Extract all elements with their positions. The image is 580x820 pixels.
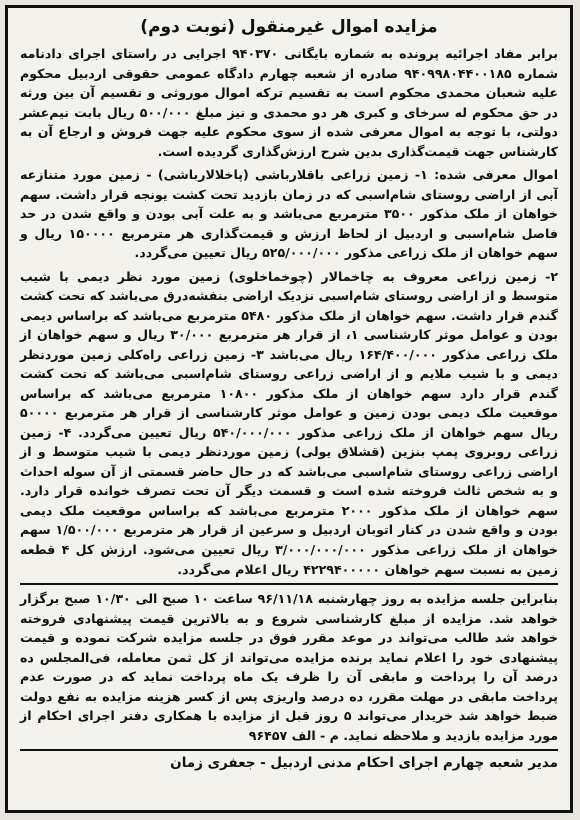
divider-bottom bbox=[20, 749, 558, 751]
notice-signature: مدیر شعبه چهارم اجرای احکام مدنی اردبیل - جعفری زمان bbox=[170, 755, 558, 772]
notice-paragraph-properties-2-4: ۲- زمین زراعی معروف به چاخمالار (چوخماخلوی) زمین مورد نظر دیمی با شیب متوسط و از اراضی روستای شام‌اسبی نزدیک اراضی بنفشه‌درق می‌باشد که تحت کشت گندم قرار داشت. سهم خواهان از ملک مذکور ۵۴۸۰ مترمربع می‌باشد که براساس دیمی بودن و عوامل موثر کارشناسی ۱، از قرار هر مترمربع ۳۰/۰۰۰ ریال و سهم خواهان از ملک زراعی مذکور ۱۶۴/۴۰۰/۰۰۰ ریال می‌باشد ۳- زمین زراعی راه‌کلی زمین موردنظر دیمی و با شیب ملایم و از اراضی زراعی روستای شام‌اسبی می‌باشد که تحت کشت گندم قرار دارد سهم خواهان از ملک مذکور ۱۰۸۰۰ مترمربع می‌باشد که براساس موقعیت ملک دیمی بودن زمین و عوامل موثر کارشناسی از قرار هر مترمربع ۵۰۰۰۰ ریال سهم خواهان از ملک زراعی مذکور ۵۴۰/۰۰۰/۰۰۰ ریال تعیین می‌گردد. ۴- زمین زراعی روبروی پمپ بنزین (قشلاق یولی) زمین موردنظر دیمی با شیب متوسط و از اراضی زراعی روستای شام‌اسبی می‌باشد که در حال حاضر قسمتی از آن سوله احداث و به شخص ثالث فروخته شده است و قسمت دیگر آن تحت تصرف خوانده قرار دارد. سهم خواهان از ملک مذکور ۲۰۰۰ مترمربع می‌باشد که براساس موقعیت ملک دیمی بودن و واقع شدن در کنار اتوبان اردبیل و سرعین از قرار هر مترمربع ۱/۵۰۰/۰۰۰ سهم خواهان از ملک زراعی مذکور ۳/۰۰۰/۰۰۰/۰۰۰ ریال تعیین می‌شود. ارزش کل ۴ قطعه زمین به نسبت سهم خواهان ۴۲۲۹۴۰۰۰۰۰ ریال اعلام می‌گردد. bbox=[20, 268, 559, 577]
notice-paragraph-auction-terms: بنابراین جلسه مزایده به روز چهارشنبه ۹۶/۱۱/۱۸ ساعت ۱۰ صبح الی ۱۰/۳۰ صبح برگزار خواهد شد. مزایده از مبلغ کارشناسی شروع و به بالاترین قیمت پیشنهادی فروخته خواهد شد طالب می‌تواند در موعد مقرر فوق در جلسه مزایده شرکت نموده و قیمت پیشنهادی خود را اعلام نماید برنده مزایده می‌تواند از کل ثمن معامله، فی‌المجلس ده درصد آن را پرداخت و مابقی آن را ظرف یک ماه پرداخت نماید که در صورت عدم پرداخت مابقی در مهلت مقرر، ده درصد واریزی پس از کسر هزینه مزایده به نفع دولت ضبط خواهد شد خریدار می‌تواند ۵ روز قبل از مزایده با همکاری دفتر اجرای احکام از مورد مزایده بازدید و ملاحظه نماید. م - الف ۹۶۴۵۷ bbox=[20, 591, 558, 743]
auction-notice bbox=[5, 5, 573, 813]
notice-title: مزایده اموال غیرمنقول (نوبت دوم) bbox=[140, 17, 438, 37]
notice-paragraph-property-1: اموال معرفی شده: ۱- زمین زراعی باقلارباشی (پاخلالارباشی) - زمین مورد متنازعه آبی از اراضی روستای شام‌اسبی که در زمان بازدید تحت کشت یونجه قرار داشت. سهم خواهان از ملک مذکور ۳۵۰۰ مترمربع می‌باشد و به علت آبی بودن و واقع شدن در حد فاصل شام‌اسبی و اردبیل از لحاظ ارزش و قیمت‌گذاری هر مترمربع ۱۵۰۰۰۰ ریال و سهم خواهان از ملک زراعی مذکور ۵۲۵/۰۰۰/۰۰۰ ریال تعیین می‌گردد. bbox=[20, 167, 559, 261]
notice-paragraph-intro: برابر مفاد اجرائیه پرونده به شماره بایگانی ۹۴۰۳۷۰ اجرایی در راستای اجرای دادنامه شماره ۹۴۰۹۹۸۰۴۴۰۰۱۸۵ صادره از شعبه چهارم دادگاه عمومی حقوقی اردبیل محکوم علیه شعبان محمدی محکوم است به تقسیم ترکه اموال موروثی و تقسیم آن بین ورثه در حق محکوم له سرخای و کبری هر دو محمدی و نیز مبلغ ۵۰۰/۰۰۰ ریال بابت نیم‌عشر دولتی، با توجه به اموال معرفی شده از سوی محکوم علیه جهت فروش و ارجاع آن به کارشناس جهت قیمت‌گذاری بدین شرح ارزش‌گذاری گردیده است. bbox=[20, 46, 558, 159]
divider bbox=[20, 583, 558, 585]
